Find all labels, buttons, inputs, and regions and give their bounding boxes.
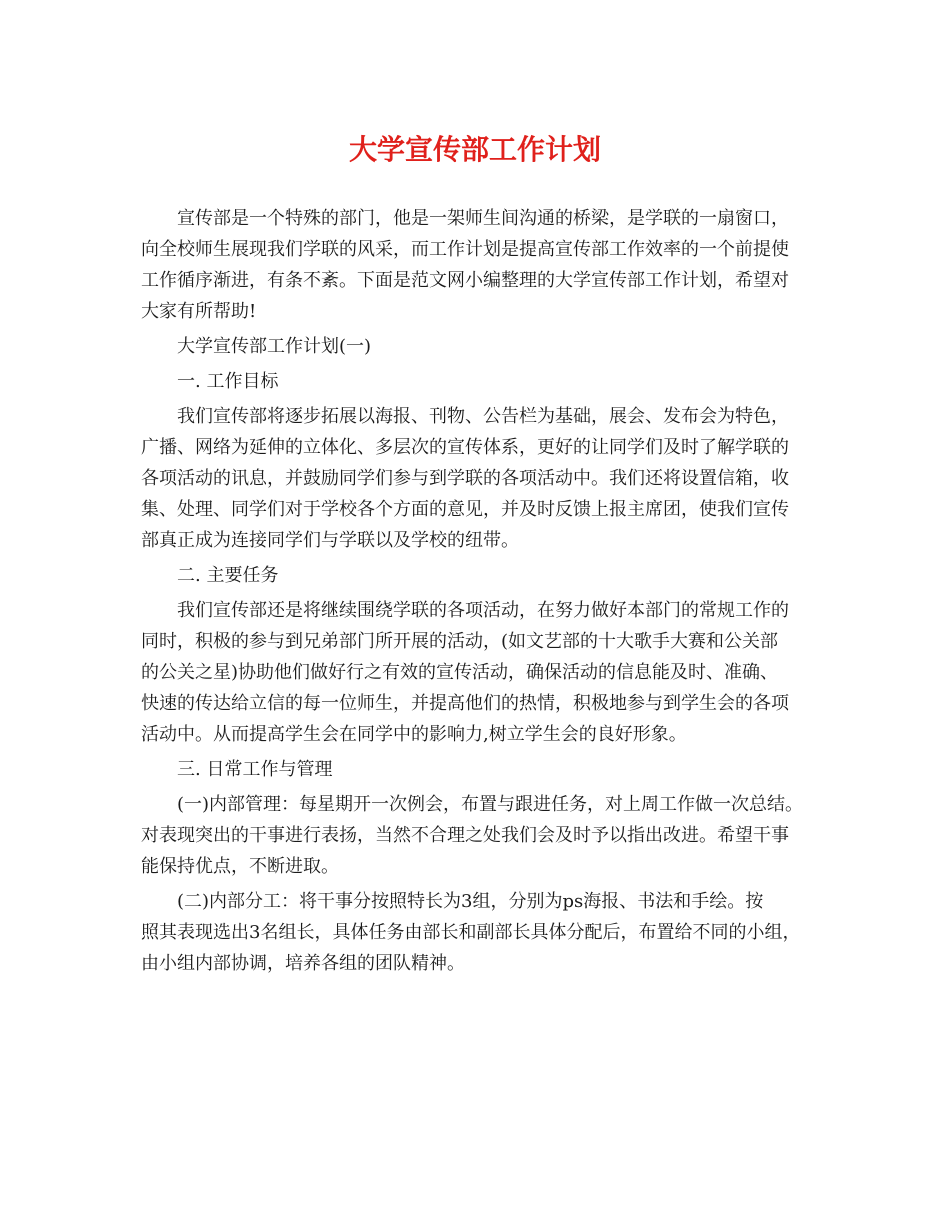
- section2-paragraph: [141, 595, 821, 750]
- text-line: 宣传部是一个特殊的部门，他是一架师生间沟通的桥梁，是学联的一扇窗口，: [177, 208, 789, 229]
- text-line: 工作循序渐进，有条不紊。下面是范文网小编整理的大学宣传部工作计划，希望对: [141, 270, 789, 291]
- text-line: 各项活动的讯息，并鼓励同学们参与到学联的各项活动中。我们还将设置信箱，收: [141, 468, 789, 489]
- text-line: 快速的传达给立信的每一位师生，并提高他们的热情，积极地参与到学生会的各项: [141, 693, 789, 714]
- text-line: 对表现突出的干事进行表扬，当然不合理之处我们会及时予以指出改进。希望干事: [141, 825, 789, 846]
- text-line: 集、处理、同学们对于学校各个方面的意见，并及时反馈上报主席团，使我们宣传: [141, 499, 789, 520]
- text-line: (一)内部管理：每星期开一次例会，布置与跟进任务，对上周工作做一次总结。: [177, 794, 804, 815]
- section3-item2-paragraph: [141, 886, 821, 979]
- section-heading: 二. 主要任务: [177, 565, 279, 586]
- section-heading: 一. 工作目标: [177, 371, 279, 392]
- text-line: 向全校师生展现我们学联的风采，而工作计划是提高宣传部工作效率的一个前提使: [141, 239, 789, 260]
- text-line: 同时，积极的参与到兄弟部门所开展的活动，(如文艺部的十大歌手大赛和公关部: [141, 631, 779, 652]
- text-line: 我们宣传部将逐步拓展以海报、刊物、公告栏为基础，展会、发布会为特色，: [177, 406, 789, 427]
- plan-heading: 大学宣传部工作计划(一): [177, 336, 372, 357]
- document-title: 大学宣传部工作计划: [348, 133, 601, 166]
- text-line: 活动中。从而提高学生会在同学中的影响力,树立学生会的良好形象。: [141, 724, 687, 745]
- text-line: (二)内部分工：将干事分按照特长为3组，分别为ps海报、书法和手绘。按: [177, 891, 764, 912]
- text-line: 的公关之星)协助他们做好行之有效的宣传活动，确保活动的信息能及时、准确、: [141, 662, 779, 683]
- text-line: 由小组内部协调，培养各组的团队精神。: [141, 953, 465, 974]
- text-line: 照其表现选出3名组长，具体任务由部长和副部长具体分配后，布置给不同的小组，: [141, 922, 801, 943]
- intro-paragraph: [141, 203, 821, 327]
- text-line: 广播、网络为延伸的立体化、多层次的宣传体系，更好的让同学们及时了解学联的: [141, 437, 789, 458]
- text-line: 我们宣传部还是将继续围绕学联的各项活动，在努力做好本部门的常规工作的: [177, 600, 789, 621]
- text-line: 部真正成为连接同学们与学联以及学校的纽带。: [141, 530, 519, 551]
- text-line: 大家有所帮助!: [141, 301, 257, 322]
- section3-item1-paragraph: [141, 789, 821, 882]
- section-heading: 三. 日常工作与管理: [177, 759, 333, 780]
- section1-paragraph: [141, 401, 821, 556]
- text-line: 能保持优点，不断进取。: [141, 856, 339, 877]
- document-body: [141, 203, 821, 979]
